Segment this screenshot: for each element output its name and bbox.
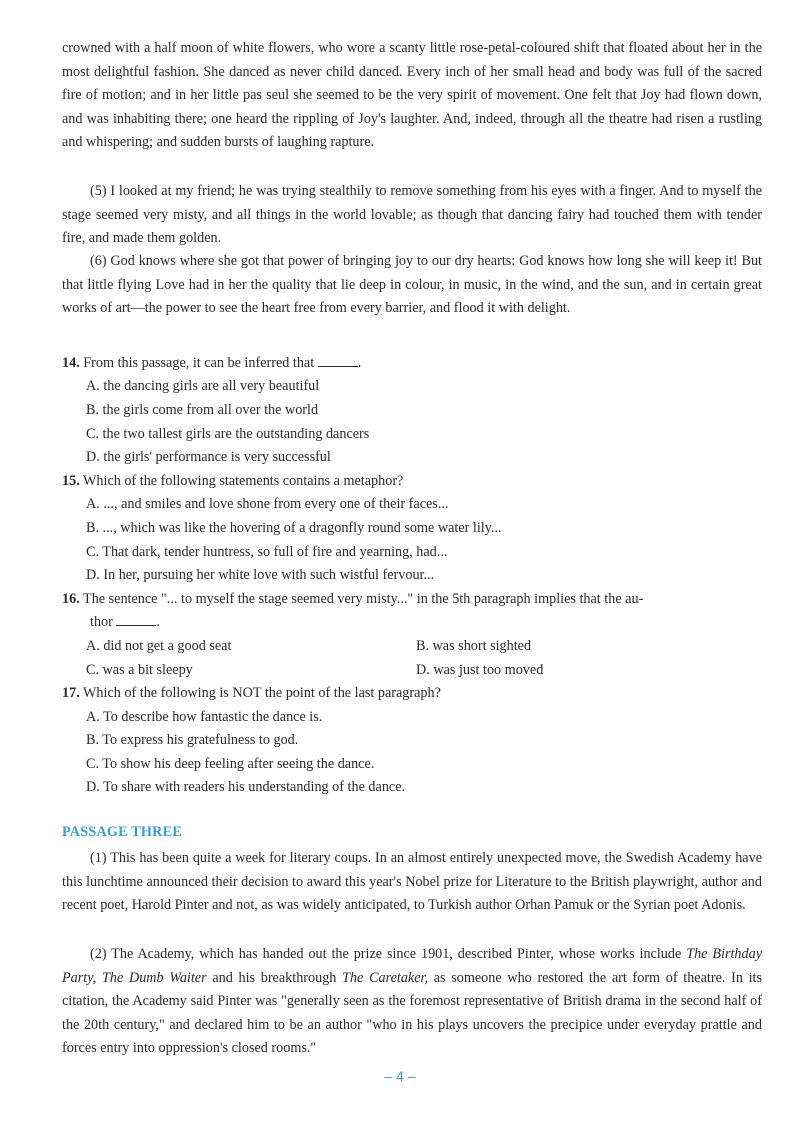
passage-paragraph-4-continued: crowned with a half moon of white flowers, who wore a scanty little rose-petal-coloured shift that floated about her in the most delightful fashion. She danced as never child danced. Every inch of her small head and body was full of the sacred fire of motion; and in her little pas seul she seemed to be the very spirit of movement. One felt that Joy had flown down, and was inhabiting there; one heard the rippling of Joy's laughter. And, indeed, through all the theatre had risen a rustling and whispering; and sudden bursts of laughing rapture. xyxy=(62,40,762,151)
work-title-caretaker: The Caretaker, xyxy=(342,969,429,986)
question-number: 16. xyxy=(62,591,80,607)
question-number: 15. xyxy=(62,473,80,489)
option-16c: C. was a bit sleepy xyxy=(86,662,193,678)
question-17 xyxy=(62,682,762,706)
option-14a: A. the dancing girls are all very beautiful xyxy=(86,378,320,394)
option-16d: D. was just too moved xyxy=(416,662,544,678)
question-16 xyxy=(62,588,762,612)
question-stem: The sentence "... to myself the stage seemed very misty..." in the 5th paragraph implies that the au- xyxy=(83,591,644,607)
option-15b: B. ..., which was like the hovering of a dragonfly round some water lily... xyxy=(86,520,502,536)
question-16-continued: thor . xyxy=(90,614,160,630)
option-17b: B. To express his gratefulness to god. xyxy=(86,732,299,748)
option-17a: A. To describe how fantastic the dance is. xyxy=(86,709,323,725)
option-15c: C. That dark, tender huntress, so full of fire and yearning, had... xyxy=(86,544,448,560)
passage3-paragraph-1: (1) This has been quite a week for literary coups. In an almost entirely unexpected move, the Swedish Academy have this lunchtime announced their decision to award this year's Nobel prize for Literature to the British playwright, author and recent poet, Harold Pinter and not, as was widely anticipated, to Turkish author Orhan Pamuk or the Syrian poet Adonis. xyxy=(62,850,762,914)
option-17c: C. To show his deep feeling after seeing the dance. xyxy=(86,756,375,772)
question-number: 17. xyxy=(62,685,80,701)
question-15 xyxy=(62,470,762,494)
answer-blank xyxy=(318,354,358,367)
question-stem: Which of the following is NOT the point of the last paragraph? xyxy=(83,685,441,701)
option-17d: D. To share with readers his understanding of the dance. xyxy=(86,779,406,795)
passage-paragraph-6: (6) God knows where she got that power of bringing joy to our dry hearts: God knows how long she will keep it! But that little flying Love had in her the quality that lie deep in colour, in music, in the wind, and the sun, and in certain great works of art—the power to see the heart free from every barrier, and flood it with delight. xyxy=(62,253,762,317)
question-stem: Which of the following statements contains a metaphor? xyxy=(83,473,404,489)
passage-paragraph-5: (5) I looked at my friend; he was trying stealthily to remove something from his eyes with a finger. And to myself the stage seemed very misty, and all things in the world lovable; as though that dancing fairy had touched them with tender fire, and made them golden. xyxy=(62,183,762,247)
question-14: 14. From this passage, it can be inferred that . xyxy=(62,355,362,371)
work-title-dumb-waiter: The Dumb Waiter xyxy=(101,969,207,986)
option-15d: D. In her, pursuing her white love with such wistful fervour... xyxy=(86,567,435,583)
option-14d: D. the girls' performance is very successful xyxy=(86,449,331,465)
answer-blank xyxy=(116,613,156,626)
option-15a: A. ..., and smiles and love shone from every one of their faces... xyxy=(86,496,449,512)
option-14c: C. the two tallest girls are the outstanding dancers xyxy=(86,426,370,442)
passage-three-title: PASSAGE THREE xyxy=(62,824,182,840)
question-stem: From this passage, it can be inferred that xyxy=(83,355,315,371)
question-number: 14. xyxy=(62,355,80,371)
page-number: – 4 – xyxy=(384,1068,416,1084)
work-title-birthday-party: The Birthday Party, xyxy=(62,946,763,986)
option-16a: A. did not get a good seat xyxy=(86,638,232,654)
option-16b: B. was short sighted xyxy=(416,638,532,654)
passage3-paragraph-2: (2) The Academy, which has handed out the prize since 1901, described Pinter, whose works include The Birthday Party, The Dumb Waiter and his breakthrough The Caretaker, as someone who restored the art form of theatre. In its citation, the Academy said Pinter was "generally seen as the foremost representative of British drama in the second half of the 20th century," and declared him to be an author "who in his plays uncovers the precipice under everyday prattle and forces entry into oppression's closed rooms." xyxy=(62,946,763,1057)
option-14b: B. the girls come from all over the world xyxy=(86,402,319,418)
